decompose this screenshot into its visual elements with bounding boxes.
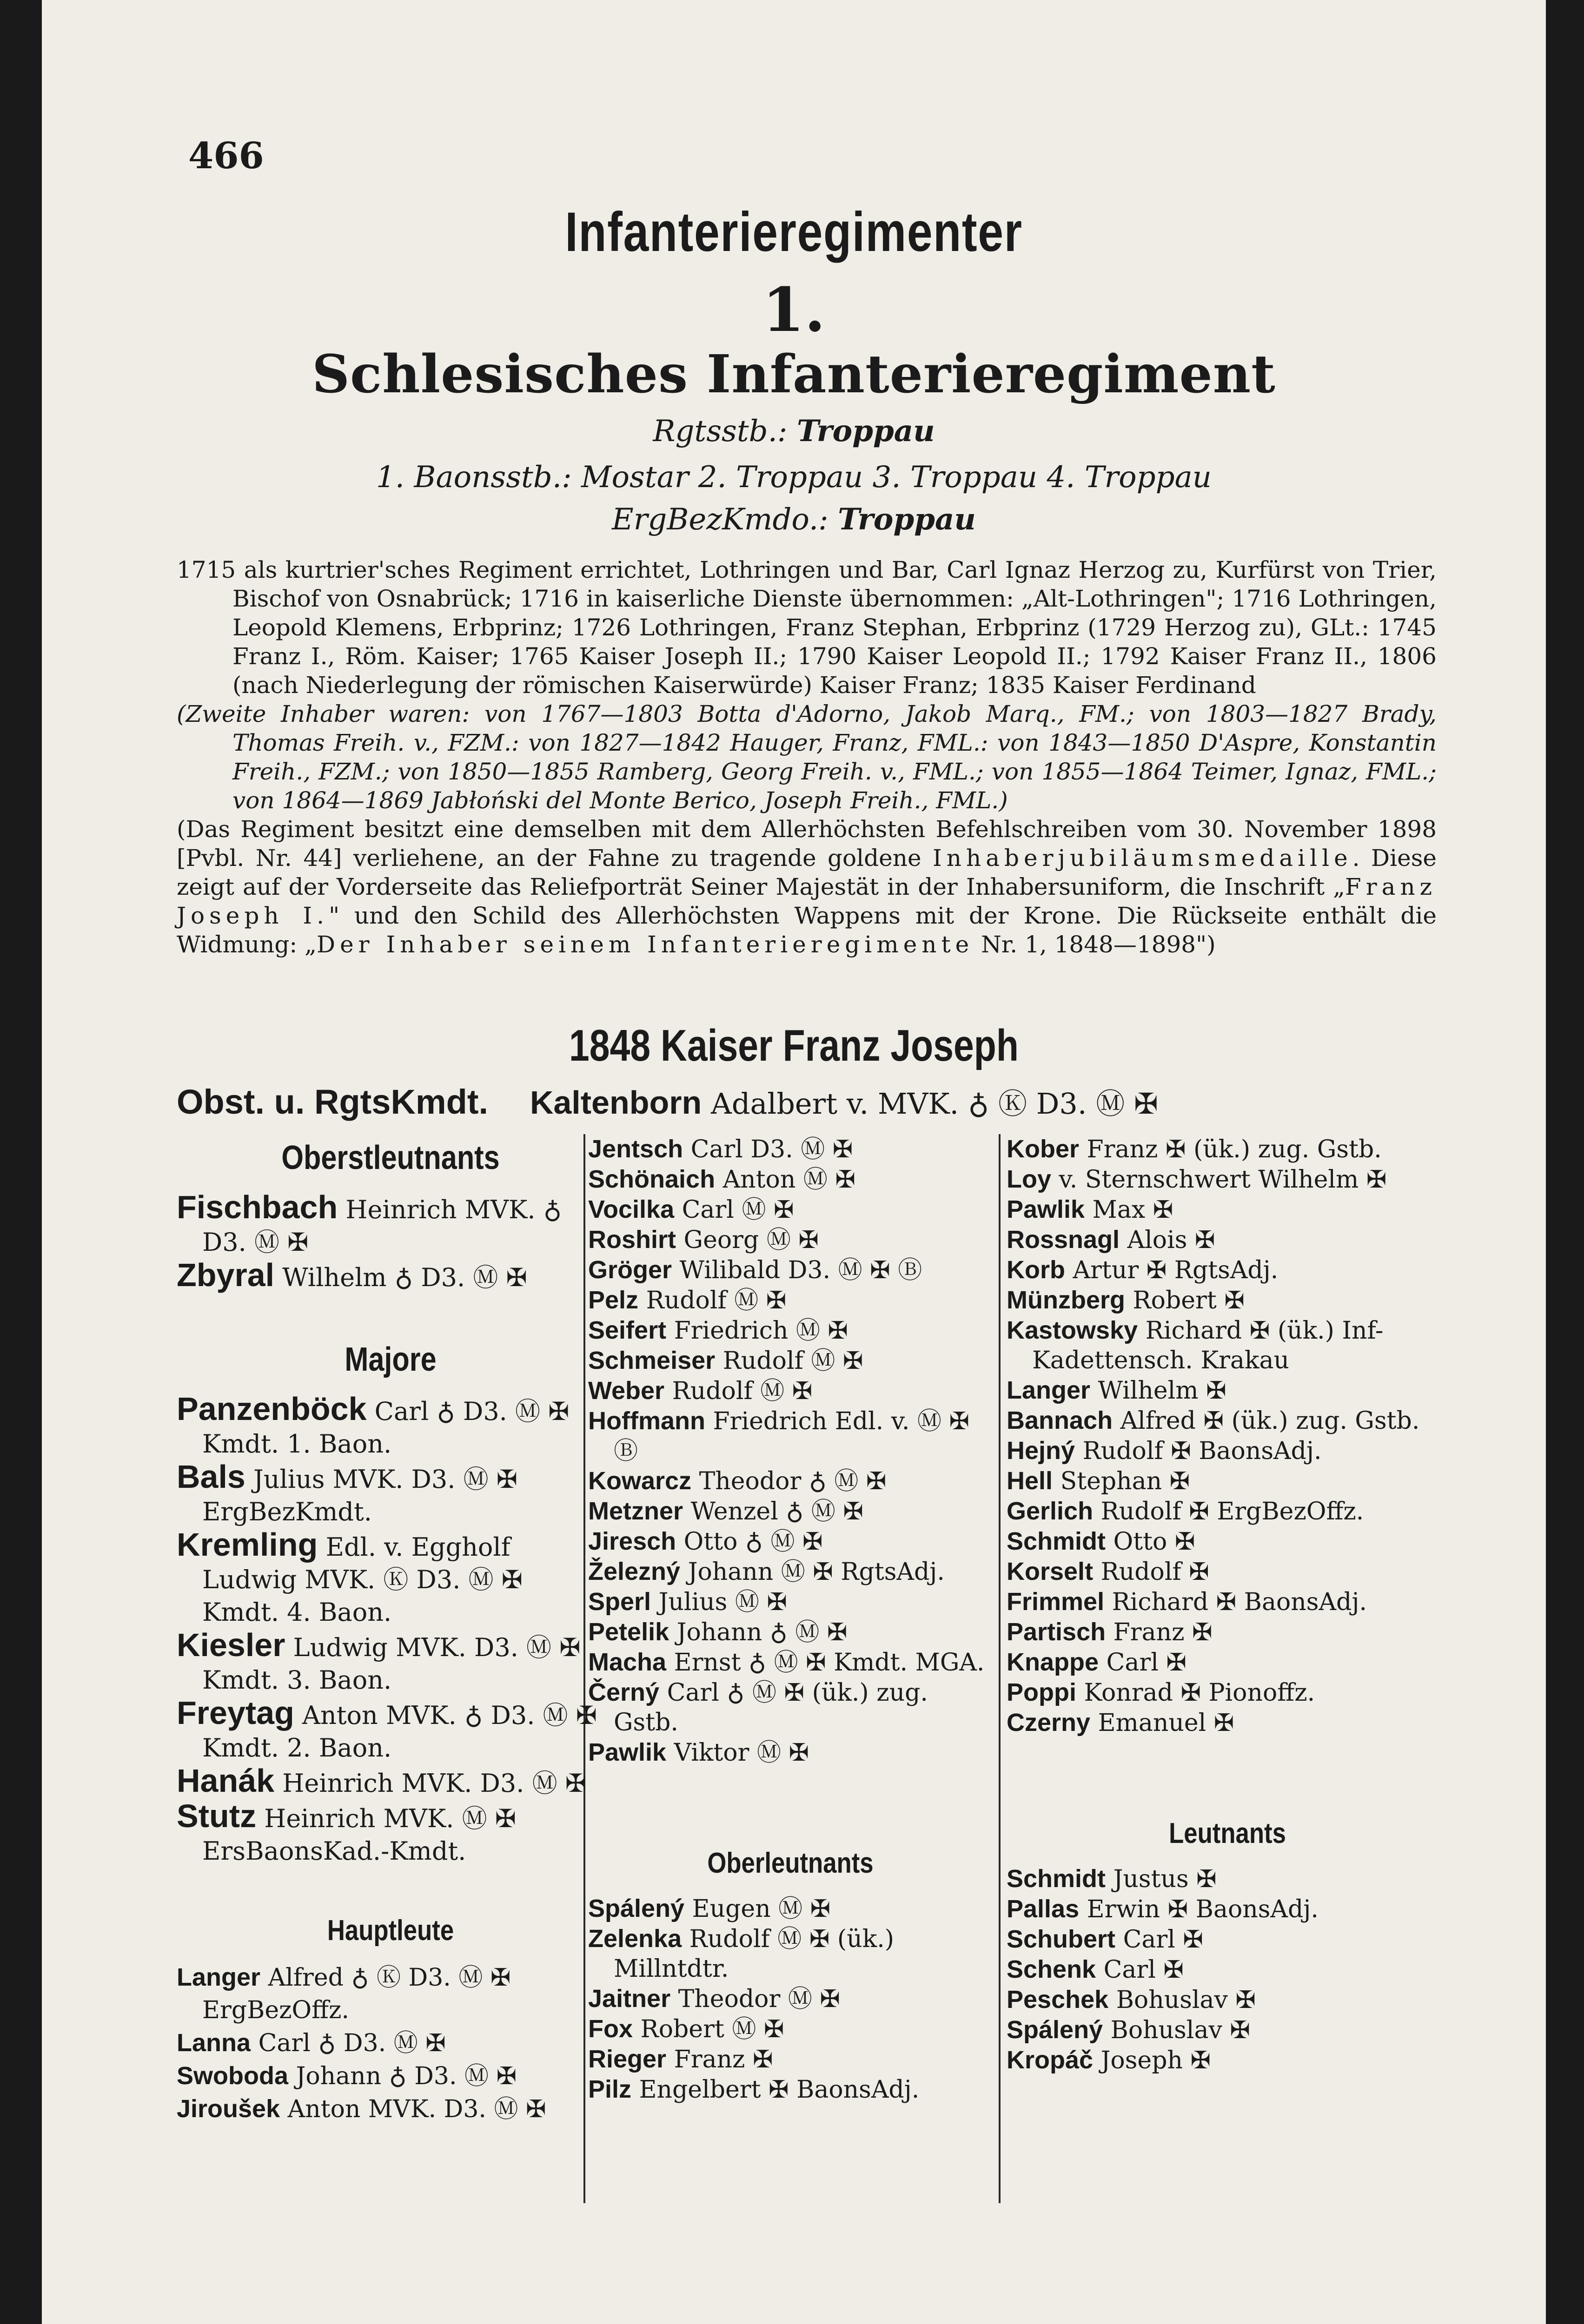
roster-entry <box>588 1406 993 1466</box>
roster-entry <box>1007 1315 1448 1375</box>
officer-details: Heinrich MVK. ♁ D3. Ⓜ ✠ <box>202 1195 562 1257</box>
officer-surname: Freytag <box>177 1695 294 1731</box>
officer-details: Carl D3. Ⓜ ✠ <box>690 1136 853 1163</box>
officer-details: Rudolf Ⓜ ✠ <box>722 1347 863 1375</box>
commander-row <box>177 1081 1455 1122</box>
officer-surname: Pawlik <box>588 1738 667 1766</box>
officer-surname: Kropáč <box>1007 2046 1094 2074</box>
officer-surname: Rieger <box>588 2045 667 2073</box>
roster-entry <box>177 2093 604 2126</box>
roster-entry <box>588 1647 993 1677</box>
roster-entry <box>1007 1647 1448 1677</box>
document-page <box>42 0 1546 2324</box>
officer-details: Johann Ⓜ ✠ RgtsAdj. <box>688 1558 945 1586</box>
officer-details: Artur ✠ RgtsAdj. <box>1073 1256 1279 1284</box>
page-title: Infanterieregimenter <box>565 201 1023 263</box>
officer-details: Max ✠ <box>1092 1196 1173 1224</box>
officer-surname: Schubert <box>1007 1925 1116 1953</box>
oberleutnants-cont-list <box>1007 1134 1448 1738</box>
roster-entry <box>1007 1557 1448 1587</box>
officer-details: Johann ♁ D3. Ⓜ ✠ <box>296 2062 517 2090</box>
officer-surname: Vocilka <box>588 1195 675 1223</box>
roster-entry <box>1007 2015 1448 2045</box>
roster-entry <box>177 1393 604 1460</box>
officer-details: Franz ✠ <box>674 2046 773 2073</box>
officer-surname: Weber <box>588 1377 665 1405</box>
commander-label: Obst. u. RgtsKmdt. <box>177 1083 489 1121</box>
officer-details: Engelbert ✠ BaonsAdj. <box>639 2076 920 2104</box>
officer-details: Richard ✠ BaonsAdj. <box>1112 1588 1367 1616</box>
roster-entry <box>1007 1924 1448 1954</box>
officer-surname: Schenk <box>1007 1955 1096 1983</box>
roster-entry <box>177 1191 604 1259</box>
officer-details: Konrad ✠ Pionoffz. <box>1084 1679 1315 1707</box>
roster-entry <box>588 1285 993 1315</box>
officer-details: Otto ✠ <box>1113 1528 1195 1556</box>
officer-details: Wenzel ♁ Ⓜ ✠ <box>690 1498 864 1525</box>
roster-entry <box>177 1460 604 1528</box>
officer-details: Ludwig MVK. D3. Ⓜ ✠ Kmdt. 3. Baon. <box>202 1633 581 1695</box>
officer-details: Anton Ⓜ ✠ <box>722 1166 855 1194</box>
ergbez-value: Troppau <box>838 502 976 537</box>
officer-surname: Gröger <box>588 1256 672 1284</box>
officer-surname: Kiesler <box>177 1627 285 1663</box>
officer-surname: Černý <box>588 1678 660 1706</box>
roster-entry <box>1007 1496 1448 1526</box>
officer-surname: Pawlik <box>1007 1195 1085 1223</box>
officer-details: Theodor Ⓜ ✠ <box>678 1985 840 2013</box>
officer-details: Julius MVK. D3. Ⓜ ✠ ErgBezKmdt. <box>202 1465 518 1526</box>
officer-surname: Rossnagl <box>1007 1226 1120 1254</box>
officer-surname: Seifert <box>588 1316 667 1344</box>
roster-entry <box>588 1984 993 2014</box>
oberstleutnants-heading: Oberstleutnants <box>281 1139 500 1176</box>
roster-entry <box>588 1677 993 1737</box>
roster-entry <box>588 1195 993 1225</box>
leutnants-heading: Leutnants <box>1169 1817 1286 1849</box>
medal-note-spaced-3: Der Inhaber seinem Infanterieregimente <box>316 931 974 958</box>
roster-entry <box>1007 1285 1448 1315</box>
officer-surname: Jiroušek <box>177 2095 280 2123</box>
officer-surname: Knappe <box>1007 1648 1099 1676</box>
medal-note-text-2: . Diese zeigt auf der Vorderseite das Reliefporträt Seiner Majestät in der Inhabersuniform, die Inschrift „ <box>177 845 1437 900</box>
roster-entry <box>1007 1225 1448 1255</box>
officer-details: Franz ✠ <box>1113 1618 1213 1646</box>
officer-details: Heinrich MVK. Ⓜ ✠ ErsBaonsKad.-Kmdt. <box>202 1804 516 1866</box>
roster-entry <box>1007 1526 1448 1557</box>
officer-details: Carl ♁ Ⓜ ✠ (ük.) zug. Gstb. <box>614 1679 928 1736</box>
officer-surname: Bannach <box>1007 1406 1113 1434</box>
medal-note-spaced-2: Franz Joseph I. <box>177 873 1437 929</box>
officer-surname: Czerny <box>1007 1709 1091 1736</box>
regiment-number: 1. <box>762 274 826 345</box>
officer-surname: Kremling <box>177 1526 318 1563</box>
officer-surname: Korselt <box>1007 1558 1094 1585</box>
officer-details: Rudolf ✠ BaonsAdj. <box>1082 1437 1322 1465</box>
roster-entry <box>1007 1466 1448 1496</box>
roster-entry <box>588 1617 993 1647</box>
officer-details: Emanuel ✠ <box>1098 1709 1234 1737</box>
officer-surname: Pilz <box>588 2075 632 2103</box>
officer-surname: Fischbach <box>177 1189 338 1225</box>
roster-entry <box>177 1764 604 1800</box>
roster-entry <box>1007 1255 1448 1285</box>
column-1 <box>177 1134 604 2126</box>
roster-entry <box>1007 1617 1448 1647</box>
officer-details: Wilibald D3. Ⓜ ✠ Ⓑ <box>679 1256 922 1284</box>
roster-entry <box>588 1376 993 1406</box>
ergbez-label: ErgBezKmdo.: <box>612 502 828 537</box>
roster-entry <box>1007 1708 1448 1738</box>
officer-surname: Frimmel <box>1007 1588 1105 1616</box>
officer-surname: Železný <box>588 1558 681 1585</box>
roster-entry <box>1007 1985 1448 2015</box>
roster-entry <box>1007 2045 1448 2075</box>
officer-surname: Kastowsky <box>1007 1316 1138 1344</box>
roster-entry <box>177 1800 604 1868</box>
officer-details: Robert ✠ <box>1133 1287 1245 1314</box>
officer-details: Erwin ✠ BaonsAdj. <box>1087 1895 1319 1923</box>
oberleutnants-list <box>588 1894 993 2105</box>
officer-details: Rudolf ✠ <box>1100 1558 1209 1586</box>
roster-entry <box>177 2027 604 2060</box>
officer-surname: Langer <box>1007 1376 1091 1404</box>
officer-surname: Schmeiser <box>588 1347 716 1374</box>
officer-details: Wilhelm ♁ D3. Ⓜ ✠ <box>282 1263 527 1292</box>
officer-details: Rudolf Ⓜ ✠ <box>672 1377 813 1405</box>
officer-details: Rudolf Ⓜ ✠ <box>646 1287 787 1314</box>
officer-details: Heinrich MVK. D3. Ⓜ ✠ <box>282 1769 587 1798</box>
officer-surname: Petelik <box>588 1618 669 1646</box>
oberstleutnants-list <box>177 1191 604 1294</box>
officer-details: Carl ✠ <box>1106 1649 1186 1677</box>
officer-surname: Schmidt <box>1007 1527 1106 1555</box>
column-divider <box>999 1134 1001 2203</box>
officer-details: Bohuslav ✠ <box>1110 2016 1250 2044</box>
officer-surname: Langer <box>177 1963 261 1991</box>
officer-surname: Spálený <box>1007 2016 1103 2044</box>
officer-details: Otto ♁ Ⓜ ✠ <box>683 1528 823 1556</box>
officer-surname: Poppi <box>1007 1678 1076 1706</box>
roster-entry <box>1007 1195 1448 1225</box>
inhaber-heading: 1848 Kaiser Franz Joseph <box>569 1021 1019 1070</box>
baonsstb-line: 1. Baonsstb.: Mostar 2. Troppau 3. Troppau 4. Troppau <box>376 460 1212 495</box>
officer-details: Robert Ⓜ ✠ <box>640 2015 784 2043</box>
officer-details: Carl ✠ <box>1123 1926 1203 1954</box>
medal-note-text-1: (Das Regiment besitzt eine demselben mit dem Allerhöchsten Befehlschreiben vom 30. November 1898 [Pvbl. Nr. 44] verliehene, an der Fahne zu tragende goldene <box>177 816 1437 872</box>
roster-entry <box>588 1557 993 1587</box>
roster-entry <box>177 1961 604 2027</box>
roster-entry <box>588 2074 993 2105</box>
officer-surname: Peschek <box>1007 1986 1109 2014</box>
officer-details: Wilhelm ✠ <box>1098 1377 1226 1405</box>
officer-surname: Pelz <box>588 1286 639 1314</box>
roster-entry <box>588 1496 993 1526</box>
hauptleute-list <box>177 1961 604 2126</box>
majore-list <box>177 1393 604 1868</box>
history-paragraph: 1715 als kurtrier'sches Regiment errichtet, Lothringen und Bar, Carl Ignaz Herzog zu, Kurfürst von Trier, Bischof von Osnabrück; 1716 in kaiserliche Dienste übernommen: „Alt-Lothringen"; 1716 Lothringen, Leopold Klemens, Erbprinz; 1726 Lothringen, Franz Stephan, Erbprinz (1729 Herzog zu), GLt.: 1745 Franz I., Röm. Kaiser; 1765 Kaiser Joseph II.; 1790 Kaiser Leopold II.; 1792 Kaiser Franz II., 1806 (nach Niederlegung der römischen Kaiserwürde) Kaiser Franz; 1835 Kaiser Ferdinand <box>177 556 1437 699</box>
officer-surname: Panzenböck <box>177 1391 367 1427</box>
officer-surname: Partisch <box>1007 1618 1106 1646</box>
medal-note-text-3: " und den Schild des Allerhöchsten Wappens mit der Krone. Die Rückseite enthält die Widmung: „ <box>177 902 1437 958</box>
roster-entry <box>588 1587 993 1617</box>
officer-details: Edl. v. Eggholf Ludwig MVK. Ⓚ D3. Ⓜ ✠ Kmdt. 4. Baon. <box>202 1532 523 1627</box>
officer-details: Stephan ✠ <box>1060 1467 1190 1495</box>
roster-entry <box>1007 1894 1448 1924</box>
rgtsstb-label: Rgtsstb.: <box>653 414 788 449</box>
roster-entry <box>588 1737 993 1768</box>
officer-details: Johann ♁ Ⓜ ✠ <box>676 1618 848 1646</box>
medal-note-text-4: Nr. 1, 1848—1898") <box>974 931 1216 958</box>
officer-surname: Kober <box>1007 1135 1080 1163</box>
roster-entry <box>177 1697 604 1764</box>
officer-details: Carl ✠ <box>1103 1956 1184 1984</box>
roster-entry <box>588 2014 993 2044</box>
roster-entry <box>1007 1864 1448 1894</box>
officer-details: Rudolf Ⓜ ✠ (ük.) Millntdtr. <box>614 1925 895 1983</box>
officer-surname: Spálený <box>588 1895 685 1922</box>
roster-entry <box>1007 1436 1448 1466</box>
commander-name: Kaltenborn <box>530 1084 702 1121</box>
officer-surname: Macha <box>588 1648 667 1676</box>
roster-entry <box>1007 1375 1448 1406</box>
majore-heading: Majore <box>345 1341 437 1378</box>
roster-entry <box>1007 1587 1448 1617</box>
roster-entry <box>588 1894 993 1924</box>
leutnants-list <box>1007 1864 1448 2075</box>
roster-entry <box>1007 1954 1448 1985</box>
officer-surname: Jaitner <box>588 1985 671 2013</box>
column-2 <box>588 1134 993 2105</box>
officer-details: Rudolf ✠ ErgBezOffz. <box>1100 1498 1364 1525</box>
officer-details: Joseph ✠ <box>1100 2047 1211 2074</box>
officer-details: Eugen Ⓜ ✠ <box>692 1895 831 1923</box>
column-3 <box>1007 1134 1448 2075</box>
roster-entry <box>1007 1164 1448 1195</box>
roster-entry <box>588 2044 993 2074</box>
commander-details: Adalbert v. MVK. ♁ Ⓚ D3. Ⓜ ✠ <box>710 1087 1158 1121</box>
officer-surname: Hell <box>1007 1467 1053 1495</box>
officer-surname: Swoboda <box>177 2062 288 2090</box>
officer-details: Franz ✠ (ük.) zug. Gstb. <box>1087 1136 1382 1163</box>
officer-surname: Gerlich <box>1007 1497 1094 1525</box>
officer-surname: Münzberg <box>1007 1286 1125 1314</box>
officer-details: Ernst ♁ Ⓜ ✠ Kmdt. MGA. <box>674 1649 985 1677</box>
officer-surname: Zelenka <box>588 1925 682 1953</box>
officer-details: Alois ✠ <box>1127 1226 1215 1254</box>
roster-entry <box>588 1346 993 1376</box>
officer-surname: Roshirt <box>588 1226 676 1254</box>
officer-surname: Zbyral <box>177 1257 275 1293</box>
officer-surname: Jiresch <box>588 1527 676 1555</box>
officer-details: Theodor ♁ Ⓜ ✠ <box>699 1467 887 1495</box>
hauptleute-cont-list <box>588 1134 993 1768</box>
roster-entry <box>588 1526 993 1557</box>
rgtsstb-value: Troppau <box>796 414 935 449</box>
roster-entry <box>588 1164 993 1195</box>
officer-surname: Schmidt <box>1007 1865 1106 1893</box>
officer-surname: Schönaich <box>588 1165 716 1193</box>
medal-note <box>177 815 1437 959</box>
roster-entry <box>588 1134 993 1164</box>
officer-details: v. Sternschwert Wilhelm ✠ <box>1059 1166 1387 1194</box>
officer-details: Alfred ✠ (ük.) zug. Gstb. <box>1120 1407 1420 1435</box>
officer-details: Anton MVK. D3. Ⓜ ✠ <box>287 2095 546 2123</box>
officer-surname: Loy <box>1007 1165 1052 1193</box>
roster-entry <box>177 1629 604 1697</box>
officer-details: Richard ✠ (ük.) Inf-Kadettensch. Krakau <box>1032 1317 1384 1374</box>
roster-entry <box>588 1225 993 1255</box>
officer-details: Bohuslav ✠ <box>1116 1986 1256 2014</box>
officer-surname: Sperl <box>588 1588 651 1616</box>
roster-entry <box>177 1528 604 1629</box>
officer-surname: Pallas <box>1007 1895 1080 1923</box>
roster-entry <box>588 1315 993 1346</box>
roster-entry <box>588 1466 993 1496</box>
officer-surname: Korb <box>1007 1256 1065 1284</box>
officer-details: Carl Ⓜ ✠ <box>682 1196 794 1224</box>
ergbez-line <box>42 502 1546 537</box>
officer-details: Carl ♁ D3. Ⓜ ✠ <box>258 2029 446 2057</box>
officer-surname: Kowarcz <box>588 1467 692 1495</box>
officer-details: Viktor Ⓜ ✠ <box>674 1739 809 1767</box>
regiment-name: Schlesisches Infanterieregiment <box>312 344 1276 405</box>
medal-note-spaced-1: Inhaberjubiläumsmedaille <box>933 845 1352 872</box>
page-number: 466 <box>188 135 264 177</box>
officer-details: Justus ✠ <box>1113 1865 1217 1893</box>
oberleutnants-heading: Oberleutnants <box>707 1847 874 1879</box>
roster-entry <box>588 1924 993 1984</box>
officer-details: Georg Ⓜ ✠ <box>683 1226 819 1254</box>
officer-surname: Stutz <box>177 1798 257 1834</box>
officer-surname: Hejný <box>1007 1437 1075 1465</box>
officer-surname: Hanák <box>177 1763 275 1799</box>
officer-details: Alfred ♁ Ⓚ D3. Ⓜ ✠ ErgBezOffz. <box>202 1964 511 2024</box>
roster-entry <box>1007 1406 1448 1436</box>
officer-surname: Bals <box>177 1459 245 1495</box>
officer-details: Julius Ⓜ ✠ <box>658 1588 787 1616</box>
previous-owners: (Zweite Inhaber waren: von 1767—1803 Botta d'Adorno, Jakob Marq., FM.; von 1803—1827 Brady, Thomas Freih. v., FZM.: von 1827—1842 Hauger, Franz, FML.: von 1843—1850 D'Aspre, Konstantin Freih., FZM.; von 1850—1855 Ramberg, Georg Freih. v., FML.; von 1855—1864 Teimer, Ignaz, FML.; von 1864—1869 Jabłoński del Monte Berico, Joseph Freih., FML.) <box>177 700 1437 814</box>
history-section <box>177 555 1437 959</box>
roster-entry <box>1007 1677 1448 1708</box>
officer-surname: Metzner <box>588 1497 683 1525</box>
officer-surname: Lanna <box>177 2029 251 2057</box>
hauptleute-heading: Hauptleute <box>327 1915 454 1947</box>
roster-entry <box>588 1255 993 1285</box>
roster-entry <box>177 1259 604 1294</box>
officer-details: Carl ♁ D3. Ⓜ ✠ Kmdt. 1. Baon. <box>202 1397 570 1459</box>
officer-surname: Jentsch <box>588 1135 683 1163</box>
officer-surname: Hoffmann <box>588 1407 705 1435</box>
officer-details: Friedrich Ⓜ ✠ <box>674 1317 848 1345</box>
roster-entry <box>1007 1134 1448 1164</box>
officer-details: Anton MVK. ♁ D3. Ⓜ ✠ Kmdt. 2. Baon. <box>202 1701 597 1763</box>
rgtsstb-line <box>42 414 1546 449</box>
officer-surname: Fox <box>588 2015 633 2043</box>
officer-details: Friedrich Edl. v. Ⓜ ✠ Ⓑ <box>614 1407 970 1465</box>
roster-entry <box>177 2060 604 2093</box>
